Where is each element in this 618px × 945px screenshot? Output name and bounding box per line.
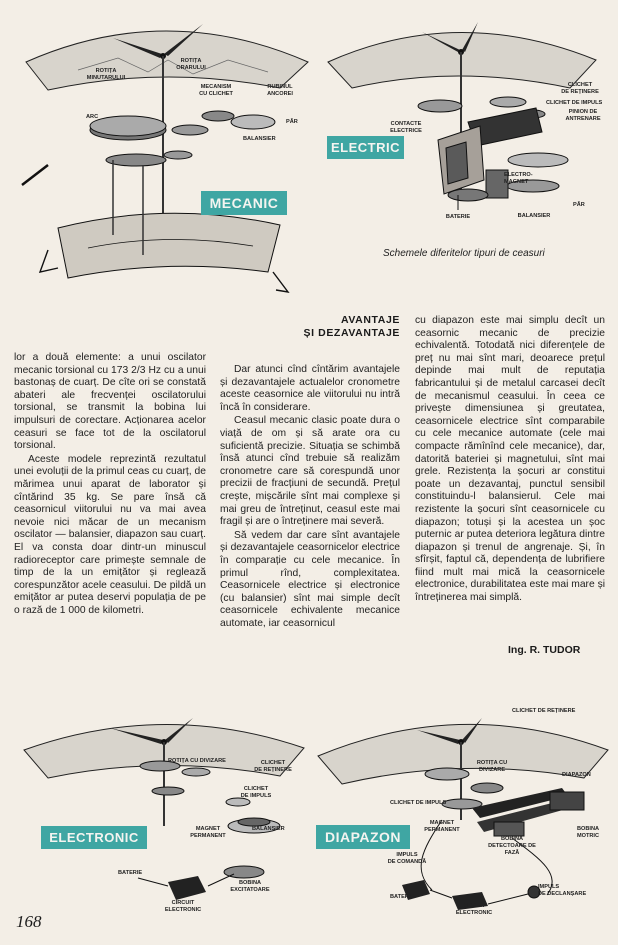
badge-electric: ELECTRIC — [327, 136, 404, 159]
label-magnet-permanent-2: PERMANENT — [424, 827, 460, 833]
badge-mecanic: MECANIC — [201, 191, 287, 215]
label-arc: ARC — [86, 114, 99, 120]
label-clichet-retinere: CLICHET DE REȚINERE — [512, 708, 576, 714]
article-author: Ing. R. TUDOR — [508, 644, 581, 656]
label-mecanism-clichet-2: CU CLICHET — [199, 91, 233, 97]
label-bobina-motric-1: BOBINA — [576, 826, 600, 832]
label-bobina-detectoare-3: FAZĂ — [504, 850, 520, 856]
label-balansier: BALANSIER — [252, 826, 285, 832]
article-column-2 — [220, 364, 400, 630]
label-mecanism-clichet-1: MECANISM — [200, 84, 232, 90]
label-contacte-electrice-1: CONTACTE — [390, 121, 422, 127]
page-number: 168 — [16, 912, 42, 931]
label-rubinul-ancorei-1: RUBINUL — [267, 84, 293, 90]
article-column-3 — [415, 315, 605, 605]
label-baterie: BATERIE — [445, 214, 471, 220]
label-clichet-retinere-2: DE REȚINERE — [561, 89, 599, 95]
label-baterie: BATERIE — [118, 870, 143, 876]
figure-caption: Schemele diferitelor tipuri de ceasuri — [383, 248, 545, 259]
badge-diapazon: DIAPAZON — [316, 825, 410, 849]
col2-paragraph-1: Dar atunci cînd cîntărim avantajele și dezavantajele actualelor cronometre aceste ceasornice ale viitorului nu intră încă în considerare. — [220, 364, 400, 413]
label-contacte-electrice-2: ELECTRICE — [390, 128, 422, 134]
label-magnet-permanent-1: MAGNET — [429, 820, 455, 826]
label-impuls-declansare-1: IMPULS — [538, 884, 560, 890]
label-bobina-excitatoare-1: BOBINA — [238, 880, 262, 886]
article-column-1 — [14, 352, 206, 617]
label-clichet-impuls: CLICHET DE IMPULS — [390, 800, 447, 806]
label-circuit-electronic-2: ELECTRONIC — [164, 907, 202, 913]
label-electromagnet-1: ELECTRO- — [504, 172, 533, 178]
label-clichet-impuls: CLICHET DE IMPULS — [546, 100, 603, 106]
label-rotita-orarului-2: ORARULUI — [176, 65, 206, 71]
article-heading — [230, 314, 400, 339]
col2-paragraph-2: Ceasul mecanic clasic poate dura o viață de om și să arate ora cu suficientă precizie. Situația se schimbă însă atunci cînd trebuie să realizăm cronometre care să corespundă unor precizii de fracțiuni de secundă. Prețul crește, mișcările sînt mai complexe și mai greu de întreținut, ceasul este mai fragil și are o întreținere mai severă. — [220, 415, 400, 528]
label-pinion-antrenare-2: ANTRENARE — [565, 116, 601, 122]
label-bobina-motric-2: MOTRIC — [576, 833, 600, 839]
label-magnet-permanent-1: MAGNET — [195, 826, 221, 832]
label-rotita-orarului-1: ROTIȚA — [180, 58, 202, 64]
article-heading-line-1: AVANTAJE — [340, 314, 400, 326]
badge-electronic: ELECTRONIC — [41, 826, 147, 849]
label-clichet-retinere-1: CLICHET — [567, 82, 593, 88]
label-rotita-minutarului-2: MINUTARULUI — [86, 75, 126, 81]
label-impuls-declansare-2: DE DECLANȘARE — [538, 891, 587, 897]
label-diapazon: DIAPAZON — [562, 772, 591, 778]
col1-paragraph-1: lor a două elemente: a unui oscilator mecanic torsional cu 173 2/3 Hz cu a unui bastonaș de cuarț. De cîte ori se constată abateri ale frecvenței oscilatorului torsional, se transmit la bobina lui impulsuri de corectare. Acționarea acelor ceasuri se face tot de la oscilatorul torsional. — [14, 352, 206, 452]
label-circuit-electronic-2: ELECTRONIC — [455, 910, 493, 916]
label-bobina-detectoare-1: BOBINA — [500, 836, 524, 842]
col2-paragraph-3: Să vedem dar care sînt avantajele și dezavantajele ceasornicelor electrice în comparație cu cele mecanice. În primul rînd, complexitatea. Ceasornicele electrice și electronice (cu balansier) sînt mai simple decît ceasornicele echivalente mecanice automate, iar ceasornicul — [220, 529, 400, 629]
label-bobina-detectoare-2: DETECTOARE DE — [488, 843, 536, 849]
article-heading-line-2: ȘI DEZAVANTAJE — [303, 326, 400, 339]
label-magnet-permanent-2: PERMANENT — [190, 833, 226, 839]
col3-paragraph-1: cu diapazon este mai simplu decît un ceasornic mecanic de precizie echivalentă. Totodată nici diferențele de preț nu mai sînt mari, deoarece prețul depinde mai mult de reputația fabricantului și de metalul carcasei decît de mecanismul ceasului. În ceea ce privește dimensiunea și greutatea, ceasornicele electrice sînt comparabile cu cele mecanice automate (cele mai compacte rămînînd cele mecanice), dar, datorită bateriei și magnetului, sînt mai grele. Rezistența la șocuri ar constitui poate un dezavantaj, punctul sensibil constituindu-l balansierul. Cele mai rezistente la șocuri sînt ceasornicele cu diapazon; totuși și la acestea un șoc puternic ar putea deteriora legătura dintre diapazon și trenul de angrenaje. Și, în sfîrșit, faptul că, dependența de lubrifiere fiind mult mai mică la ceasornicele electronice, durabilitatea este mai mare și întreținerea mai simplă. — [415, 315, 606, 604]
label-rotita-minutarului-1: ROTIȚA — [95, 68, 117, 74]
label-rotita-divizare-1: ROTIȚA CU — [476, 760, 508, 766]
label-par: PĂR — [573, 202, 585, 208]
label-par: PĂR — [286, 119, 298, 125]
label-circuit-electronic-1: CIRCUIT — [462, 903, 486, 909]
label-clichet-impuls-1: CLICHET — [243, 786, 269, 792]
label-electromagnet-2: MAGNET — [504, 179, 529, 185]
label-clichet-impuls-2: DE IMPULS — [240, 793, 272, 799]
col1-paragraph-2: Aceste modele reprezintă rezultatul unei evoluții de la primul ceas cu cuarț, de mărimea unui aparat de laborator și cîntărind 35 kg. Se pare însă că ceasornicul viitorului nu va mai avea nevoie nici măcar de un mecanism oscilator — balansier, diapazon sau cuarț. El va consta doar dintr-un minuscul radioreceptor care primește semnale de timp de la un emițător și reglează corespunzător acele ceasului. De pildă un emițător ar putea deservi populația de pe o rază de 1 000 de kilometri. — [14, 453, 206, 616]
diapazon-diagram — [312, 700, 614, 920]
label-baterie: BATERIE — [390, 894, 415, 900]
label-circuit-electronic-1: CIRCUIT — [171, 900, 195, 906]
label-clichet-retinere-2: DE REȚINERE — [254, 767, 292, 773]
label-rubinul-ancorei-2: ANCOREI — [267, 91, 293, 97]
electric-diagram — [318, 10, 614, 250]
mecanic-diagram — [18, 10, 318, 300]
label-impuls-comanda-1: IMPULS — [396, 852, 418, 858]
label-rotita-divizare-2: DIVIZARE — [478, 767, 506, 773]
label-clichet-retinere-1: CLICHET — [260, 760, 286, 766]
label-impuls-comanda-2: DE COMANDĂ — [387, 859, 427, 865]
label-pinion-antrenare-1: PINION DE — [568, 109, 598, 115]
electronic-diagram — [18, 706, 310, 916]
label-rotita-divizare: ROTIȚA CU DIVIZARE — [168, 758, 226, 764]
label-balansier: BALANSIER — [517, 213, 551, 219]
label-bobina-excitatoare-2: EXCITATOARE — [230, 887, 270, 893]
label-balansier: BALANSIER — [243, 136, 276, 142]
